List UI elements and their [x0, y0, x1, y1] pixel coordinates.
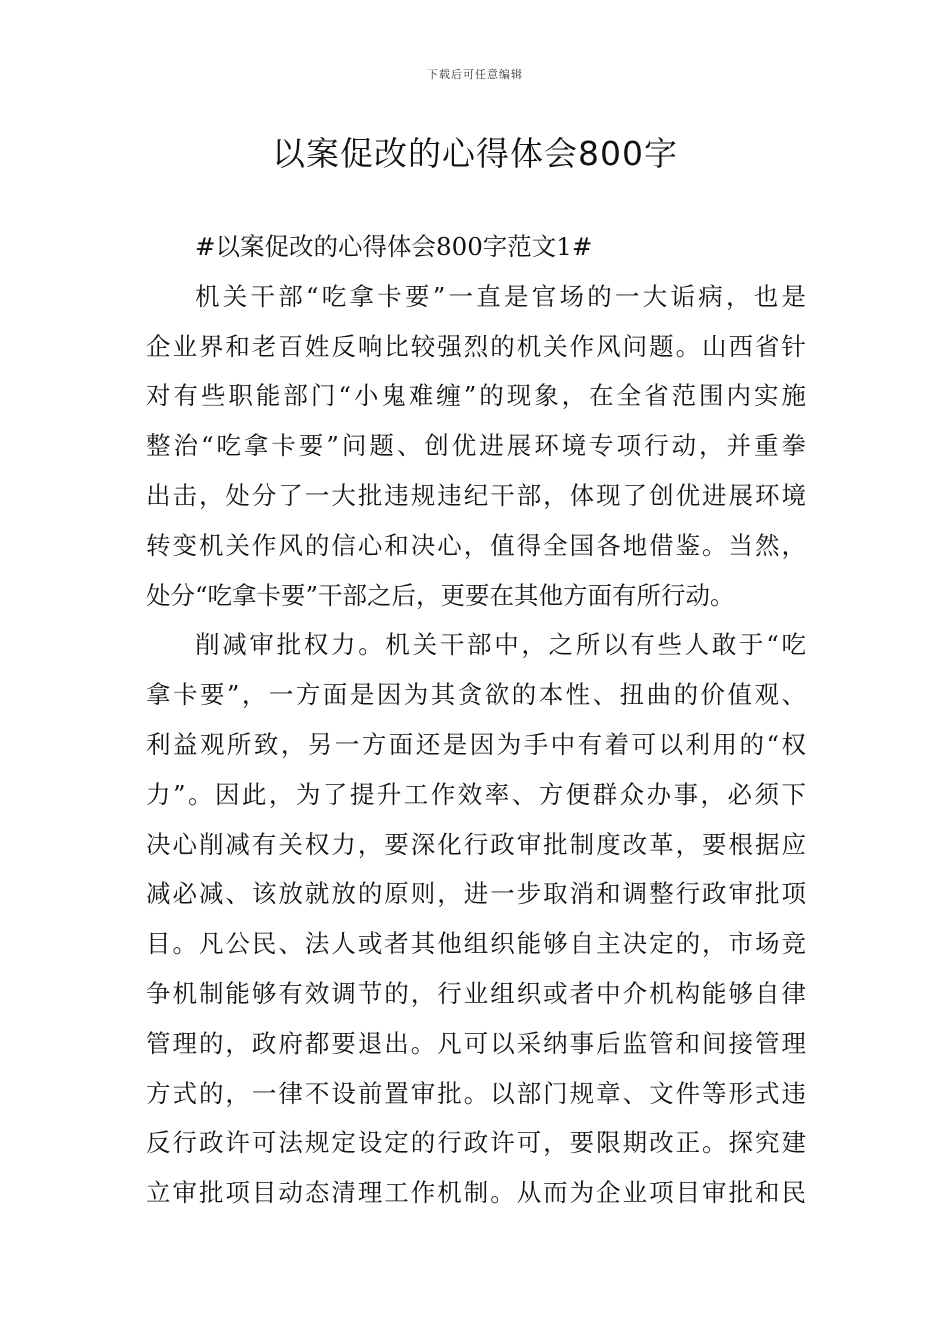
paragraph-line: 方式的，一律不设前置审批。以部门规章、文件等形式违 [146, 1078, 806, 1108]
header-note: 下载后可任意编辑 [427, 68, 523, 81]
paragraph-line: 目。凡公民、法人或者其他组织能够自主决定的，市场竞 [146, 929, 806, 959]
paragraph-line: 转变机关作风的信心和决心，值得全国各地借鉴。当然， [146, 530, 806, 560]
paragraph-line: 管理的，政府都要退出。凡可以采纳事后监管和间接管理 [146, 1028, 806, 1058]
paragraph-line: 减必减、该放就放的原则，进一步取消和调整行政审批项 [146, 879, 806, 909]
paragraph-line: 机关干部“吃拿卡要”一直是官场的一大诟病，也是 [195, 281, 806, 311]
paragraph-line: 削减审批权力。机关干部中，之所以有些人敢于“吃 [195, 630, 806, 660]
paragraph-line: 利益观所致，另一方面还是因为手中有着可以利用的“权 [146, 729, 806, 759]
paragraph-line: 反行政许可法规定设定的行政许可，要限期改正。探究建 [146, 1128, 806, 1158]
paragraph-line: 立审批项目动态清理工作机制。从而为企业项目审批和民 [146, 1178, 806, 1208]
paragraph-line: 企业界和老百姓反响比较强烈的机关作风问题。山西省针 [146, 331, 806, 361]
document-title: 以案促改的心得体会800字 [272, 134, 678, 173]
paragraph-line: 决心削减有关权力，要深化行政审批制度改革，要根据应 [146, 829, 806, 859]
document-body [146, 222, 806, 1218]
paragraph-line: 拿卡要”，一方面是因为其贪欲的本性、扭曲的价值观、 [146, 680, 806, 710]
paragraph-line: 对有些职能部门“小鬼难缠”的现象，在全省范围内实施 [146, 381, 806, 411]
section-heading: #以案促改的心得体会800字范文1# [195, 232, 593, 261]
paragraph-line: 争机制能够有效调节的，行业组织或者中介机构能够自律 [146, 978, 806, 1008]
paragraph-line: 力”。因此，为了提升工作效率、方便群众办事，必须下 [146, 779, 806, 809]
paragraph-line: 处分“吃拿卡要”干部之后，更要在其他方面有所行动。 [146, 580, 735, 610]
paragraph-line: 整治“吃拿卡要”问题、创优进展环境专项行动，并重拳 [146, 431, 806, 461]
paragraph-line: 出击，处分了一大批违规违纪干部，体现了创优进展环境 [146, 480, 806, 510]
